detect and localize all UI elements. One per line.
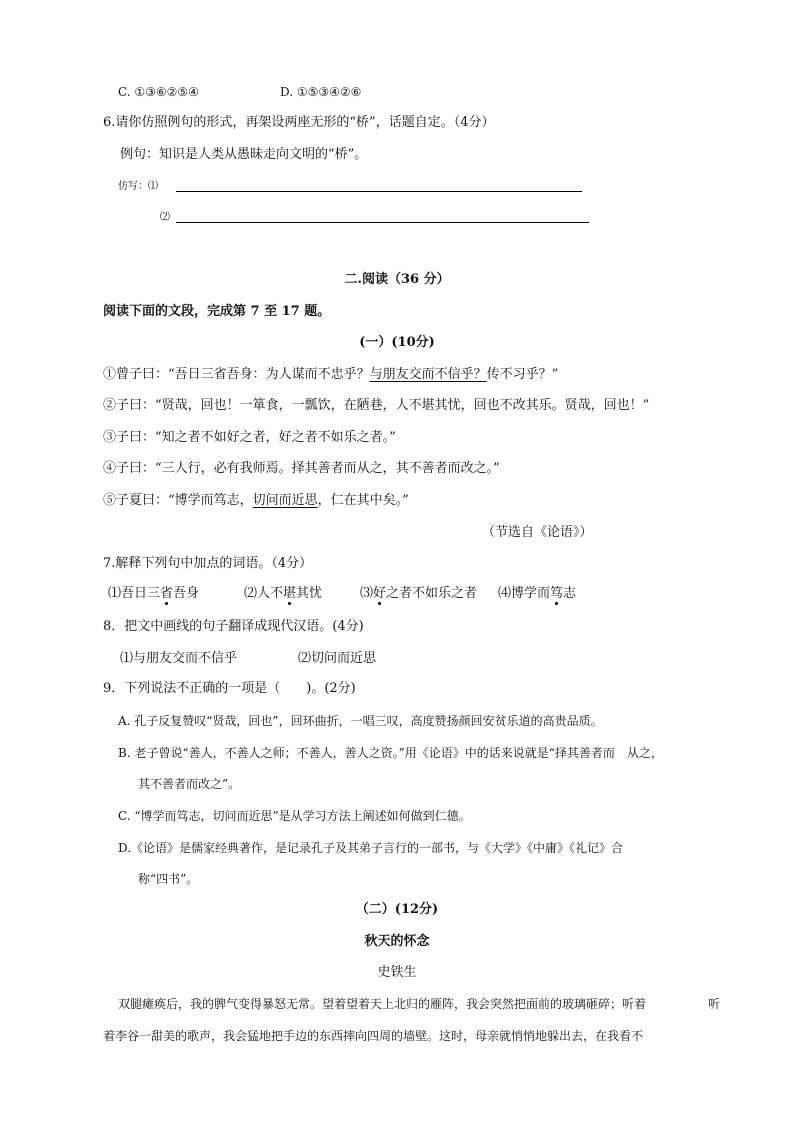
q7-prompt: 7.解释下列句中加点的词语。（4分） bbox=[103, 556, 313, 571]
q5-option-d: D. ①⑤③④②⑥ bbox=[280, 85, 362, 99]
essay-paragraph-line1-tail: 听 bbox=[708, 997, 721, 1011]
section-title: 二.阅读（36 分） bbox=[344, 272, 450, 287]
q6-blank-1[interactable] bbox=[176, 191, 582, 192]
text-segment: 传不习乎？” bbox=[486, 367, 559, 382]
underlined-sentence: 与朋友交而不信乎？ bbox=[369, 367, 487, 382]
q9-option-a: A. 孔子反复赞叹“贤哉，回也”，回环曲折，一唱三叹，高度赞扬颜回安贫乐道的高贵品质。 bbox=[118, 714, 603, 728]
analects-line-5 bbox=[103, 493, 409, 509]
q9-option-d-line2: 称“四书”。 bbox=[138, 872, 199, 886]
underlined-sentence: 切问而近思 bbox=[252, 493, 318, 508]
q9-option-b-line1: B. 老子曾说“善人，不善人之师；不善人，善人之资。”用《论语》中的话来说就是“择其善者而 从之， bbox=[118, 746, 663, 760]
reading-instruction: 阅读下面的文段，完成第 7 至 17 题。 bbox=[103, 304, 331, 319]
q7-item: ⑵人不堪其忧 bbox=[244, 586, 323, 601]
essay-paragraph-line2: 着李谷一甜美的歌声，我会猛地把手边的东西摔向四周的墙壁。这时，母亲就悄悄地躲出去，在我看不 bbox=[103, 1029, 644, 1043]
q8-item: ⑵切问而近思 bbox=[298, 651, 377, 666]
part2-title: （二）(12分) bbox=[355, 902, 439, 917]
q8-items bbox=[120, 651, 376, 667]
emphasis-dot-char: 笃 bbox=[550, 586, 564, 601]
emphasis-dot-char: 省 bbox=[160, 586, 174, 601]
q8-item: ⑴与朋友交而不信乎 bbox=[120, 651, 238, 666]
analects-line-3: ③子曰：“知之者不如好之者，好之者不如乐之者。” bbox=[103, 430, 396, 445]
q6-blank-2[interactable] bbox=[176, 222, 589, 223]
analects-line-2: ②子曰：“贤哉，回也！一箪食，一瓢饮，在陋巷，人不堪其忧，回也不改其乐。贤哉，回也！” bbox=[103, 398, 650, 413]
part1-title: (一）(10分) bbox=[359, 335, 435, 350]
q9-option-d-line1: D.《论语》是儒家经典著作，是记录孔子及其弟子言行的一部书，与《大学》《中庸》《礼记》合 bbox=[118, 841, 624, 855]
source-note: （节选自《论语》） bbox=[482, 525, 593, 540]
q9-option-b-line2: 其不善者而改之”。 bbox=[138, 777, 241, 791]
q7-item: ⑷博学而笃志 bbox=[498, 586, 577, 601]
q9-prompt: 9．下列说法不正确的一项是（ )。(2分) bbox=[103, 681, 356, 696]
emphasis-dot-char: 好 bbox=[373, 586, 387, 601]
text-segment: ⑤子夏曰：“博学而笃志， bbox=[103, 493, 253, 508]
q6-example: 例句：知识是人类从愚昧走向文明的“桥”。 bbox=[120, 147, 368, 162]
q6-second-label: ⑵ bbox=[160, 212, 170, 223]
q5-option-c: C. ①③⑥②⑤④ bbox=[118, 85, 199, 99]
q7-item: ⑶好之者不如乐之者 bbox=[360, 586, 478, 601]
q6-imitate-label: 仿写：⑴ bbox=[118, 181, 158, 192]
essay-title: 秋天的怀念 bbox=[364, 934, 430, 949]
essay-author: 史铁生 bbox=[377, 965, 417, 980]
analects-line-4: ④子曰：“三人行，必有我师焉。择其善者而从之，其不善者而改之。” bbox=[103, 461, 500, 476]
q8-prompt: 8．把文中画线的句子翻译成现代汉语。(4分) bbox=[103, 619, 364, 634]
text-segment: ，仁在其中矣。” bbox=[317, 493, 409, 508]
q7-item: ⑴吾日三省吾身 bbox=[108, 586, 200, 601]
q9-option-c: C. “博学而笃志，切问而近思”是从学习方法上阐述如何做到仁德。 bbox=[118, 809, 471, 823]
q7-items bbox=[108, 586, 576, 602]
q6-prompt: 6.请你仿照例句的形式，再架设两座无形的“桥”，话题自定。（4分） bbox=[103, 115, 495, 130]
emphasis-dot-char: 堪 bbox=[283, 586, 297, 601]
essay-paragraph-line1: 双腿瘫痪后，我的脾气变得暴怒无常。望着望着天上北归的雁阵，我会突然把面前的玻璃砸碎；听着 bbox=[118, 997, 647, 1011]
text-segment: ①曾子曰：“吾日三省吾身：为人谋而不忠乎？ bbox=[103, 367, 370, 382]
analects-line-1 bbox=[103, 367, 558, 383]
